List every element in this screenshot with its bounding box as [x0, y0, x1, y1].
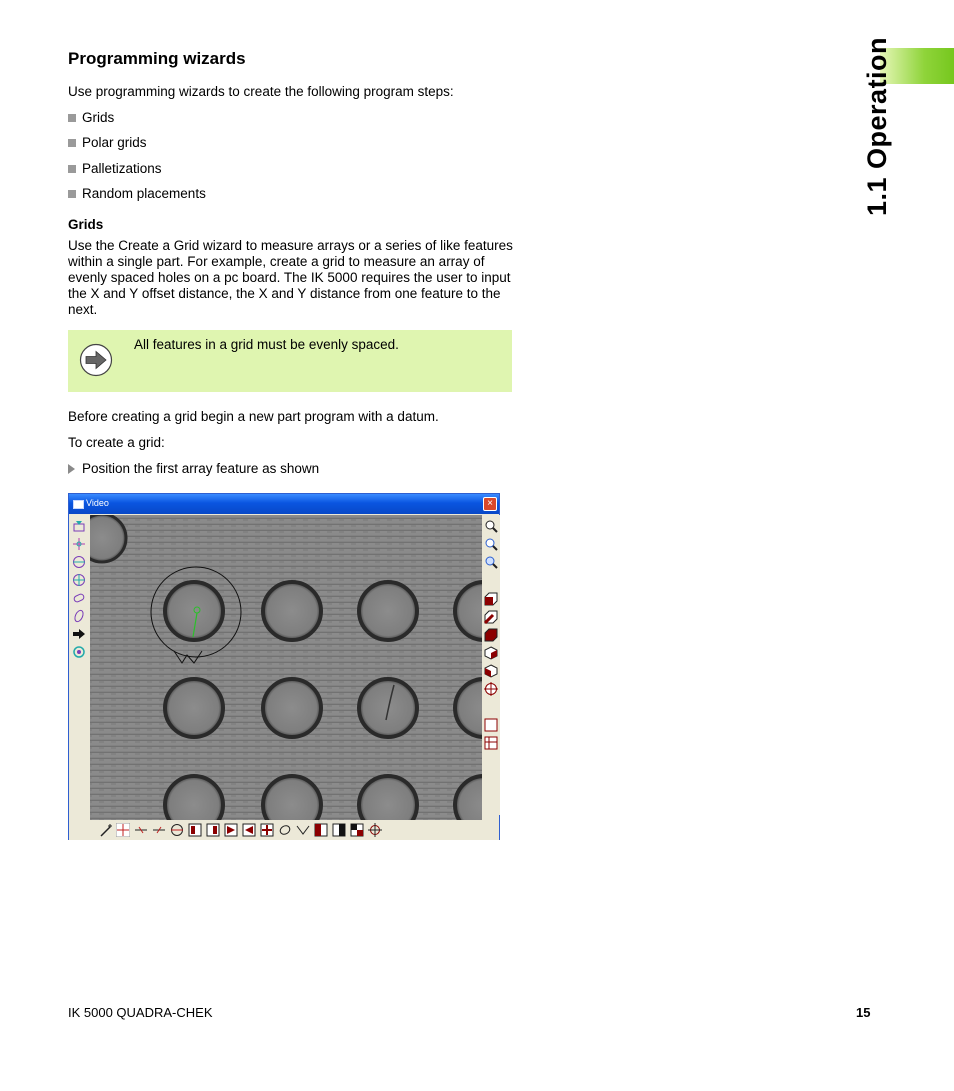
right-toolbar — [482, 515, 500, 815]
box-probe-3-icon[interactable] — [224, 823, 238, 837]
split-frame-icon[interactable] — [484, 736, 498, 750]
circle-probe-icon[interactable] — [170, 823, 184, 837]
step-item: Position the first array feature as shown — [68, 461, 319, 476]
box-probe-icon[interactable] — [188, 823, 202, 837]
angle-probe-icon[interactable] — [296, 823, 310, 837]
light-coax-icon[interactable] — [484, 664, 498, 678]
edge-probe-icon[interactable] — [134, 823, 148, 837]
frame-icon[interactable] — [484, 718, 498, 732]
measure-point-icon[interactable] — [72, 519, 86, 533]
step-arrow-icon — [68, 464, 75, 474]
light-ring-icon[interactable] — [484, 646, 498, 660]
video-title: Video — [86, 498, 109, 508]
close-button[interactable]: × — [483, 497, 497, 511]
bottom-toolbar — [69, 820, 499, 840]
measure-line-icon[interactable] — [72, 537, 86, 551]
chapter-title: 1.1 Operation — [862, 36, 892, 216]
note-text: All features in a grid must be evenly spaced. — [134, 337, 399, 352]
edge-probe-2-icon[interactable] — [152, 823, 166, 837]
intro-paragraph: Use programming wizards to create the following program steps: — [68, 84, 454, 99]
box-probe-5-icon[interactable] — [260, 823, 274, 837]
create-paragraph: To create a grid: — [68, 435, 165, 450]
crosshair-icon[interactable] — [484, 682, 498, 696]
box-probe-2-icon[interactable] — [206, 823, 220, 837]
zoom-in-icon[interactable] — [484, 537, 498, 551]
box-probe-4-icon[interactable] — [242, 823, 256, 837]
contour-probe-icon[interactable] — [278, 823, 292, 837]
bullet-square-icon — [68, 139, 76, 147]
video-view[interactable] — [90, 515, 482, 820]
wand-icon[interactable] — [99, 823, 113, 837]
light-side-icon[interactable] — [484, 610, 498, 624]
bullet-item: Palletizations — [68, 161, 162, 176]
bullet-item: Grids — [68, 110, 114, 125]
measure-slot-icon[interactable] — [72, 591, 86, 605]
bullet-item: Random placements — [68, 186, 206, 201]
video-image — [90, 515, 482, 820]
light-back-icon[interactable] — [484, 628, 498, 642]
section-title: Programming wizards — [68, 49, 246, 68]
cross-probe-icon[interactable] — [116, 823, 130, 837]
note-box — [68, 330, 512, 392]
sub-heading: Grids — [68, 217, 104, 232]
split-probe-icon[interactable] — [314, 823, 328, 837]
before-paragraph: Before creating a grid begin a new part program with a datum. — [68, 409, 439, 424]
video-window — [68, 493, 500, 840]
left-toolbar — [69, 515, 89, 815]
distance-icon[interactable] — [72, 645, 86, 659]
video-title-bar[interactable] — [69, 494, 499, 514]
bullet-square-icon — [68, 190, 76, 198]
bullet-square-icon — [68, 165, 76, 173]
grids-paragraph: Use the Create a Grid wizard to measure arrays or a series of like features within a single part. For example, create a grid to measure an array of evenly spaced holes on a pc board. The IK 5000 requires the user to input the X and Y offset distance, the X and Y distance from one feature to the next. — [68, 238, 513, 317]
page-number: 15 — [856, 1005, 871, 1020]
bullet-square-icon — [68, 114, 76, 122]
measure-ellipse-icon[interactable] — [72, 609, 86, 623]
measure-arc-icon[interactable] — [72, 573, 86, 587]
zoom-out-icon[interactable] — [484, 555, 498, 569]
window-icon — [73, 500, 84, 509]
bullet-item: Polar grids — [68, 135, 147, 150]
light-top-icon[interactable] — [484, 592, 498, 606]
footer-product: IK 5000 QUADRA-CHEK — [68, 1005, 213, 1020]
checker-probe-icon[interactable] — [350, 823, 364, 837]
target-probe-icon[interactable] — [368, 823, 382, 837]
arrow-run-icon[interactable] — [72, 627, 86, 641]
measure-circle-icon[interactable] — [72, 555, 86, 569]
split-probe-2-icon[interactable] — [332, 823, 346, 837]
zoom-select-icon[interactable] — [484, 519, 498, 533]
arrow-right-icon — [79, 343, 113, 377]
